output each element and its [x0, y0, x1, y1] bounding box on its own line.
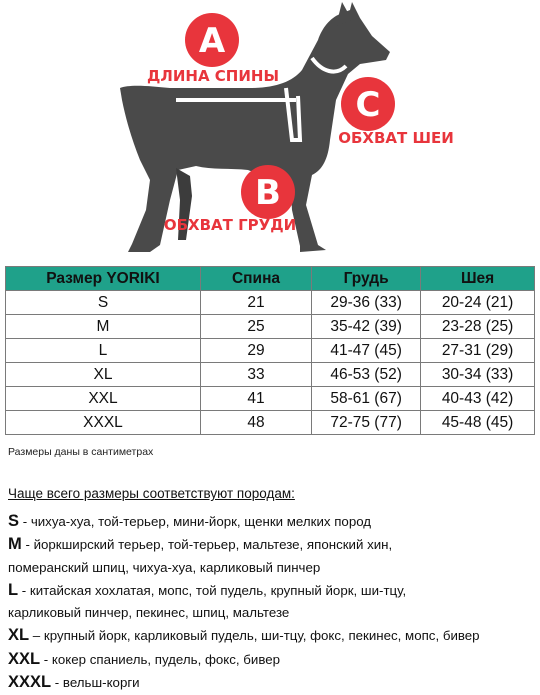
- cell-chest: 58-61 (67): [312, 387, 421, 411]
- cell-back: 33: [200, 363, 311, 387]
- breed-text: карликовый пинчер, пекинес, шпиц, мальтезе: [8, 605, 290, 621]
- breed-text: померанский шпиц, чихуа-хуа, карликовый пинчер: [8, 559, 321, 575]
- breeds-heading: Чаще всего размеры соответствуют породам:: [8, 486, 295, 501]
- breed-size: XL: [8, 626, 30, 645]
- breed-size: M: [8, 535, 22, 554]
- table-row: [6, 411, 535, 435]
- cell-neck: 20-24 (21): [421, 291, 535, 315]
- breed-size: XXXL: [8, 673, 52, 692]
- table-header-row: [6, 267, 535, 291]
- breed-line-m: [8, 533, 538, 556]
- breeds-list: [8, 510, 538, 694]
- cell-neck: 23-28 (25): [421, 315, 535, 339]
- table-row: [6, 315, 535, 339]
- label-a-text: ДЛИНА СПИНЫ: [147, 67, 279, 85]
- cell-back: 21: [200, 291, 311, 315]
- cell-back: 29: [200, 339, 311, 363]
- label-c: [338, 77, 454, 147]
- cell-neck: 40-43 (42): [421, 387, 535, 411]
- column-header-size: Размер YORIKI: [6, 267, 201, 291]
- breed-text: – крупный йорк, карликовый пудель, ши-тцу, фокс, пекинес, мопс, бивер: [29, 628, 480, 644]
- cell-size: XXXL: [6, 411, 201, 435]
- breed-line-xxl: [8, 648, 538, 671]
- cell-back: 25: [200, 315, 311, 339]
- column-header-chest: Грудь: [312, 267, 421, 291]
- cell-size: XL: [6, 363, 201, 387]
- table-row: [6, 339, 535, 363]
- cell-size: XXL: [6, 387, 201, 411]
- breed-line-m-cont: [8, 557, 538, 579]
- dog-measurement-diagram: [0, 0, 540, 262]
- cell-neck: 27-31 (29): [421, 339, 535, 363]
- units-note: Размеры даны в сантиметрах: [8, 446, 154, 458]
- label-b-text: ОБХВАТ ГРУДИ: [163, 216, 297, 234]
- breed-text: - йоркширский терьер, той-терьер, мальтезе, японский хин,: [21, 537, 393, 553]
- cell-chest: 46-53 (52): [312, 363, 421, 387]
- table-row: [6, 363, 535, 387]
- size-table: [5, 266, 535, 435]
- label-c-text: ОБХВАТ ШЕИ: [338, 129, 454, 147]
- breed-text: - кокер спаниель, пудель, фокс, бивер: [40, 651, 281, 667]
- cell-size: S: [6, 291, 201, 315]
- breed-line-l-cont: [8, 602, 538, 624]
- table-row: [6, 291, 535, 315]
- cell-back: 41: [200, 387, 311, 411]
- cell-chest: 72-75 (77): [312, 411, 421, 435]
- breed-line-xxxl: [8, 671, 538, 694]
- label-c-letter: C: [355, 85, 381, 125]
- breed-size: S: [8, 512, 20, 530]
- breed-text: - чихуа-хуа, той-терьер, мини-йорк, щенки мелких пород: [19, 514, 372, 529]
- breed-line-l: [8, 579, 538, 602]
- breed-text: - вельш-корги: [51, 675, 140, 691]
- breed-text: - китайская хохлатая, мопс, той пудель, крупный йорк, ши-тцу,: [18, 582, 407, 598]
- cell-back: 48: [200, 411, 311, 435]
- breed-line-xl: [8, 624, 538, 647]
- table-row: [6, 387, 535, 411]
- cell-chest: 35-42 (39): [312, 315, 421, 339]
- breed-line-s: [8, 510, 538, 533]
- cell-neck: 45-48 (45): [421, 411, 535, 435]
- cell-size: L: [6, 339, 201, 363]
- column-header-back: Спина: [200, 267, 311, 291]
- label-a: [147, 13, 279, 85]
- cell-size: M: [6, 315, 201, 339]
- column-header-neck: Шея: [421, 267, 535, 291]
- label-a-letter: A: [198, 21, 226, 61]
- breed-size: XXL: [8, 649, 41, 668]
- label-b-letter: B: [255, 173, 281, 213]
- cell-chest: 29-36 (33): [312, 291, 421, 315]
- cell-neck: 30-34 (33): [421, 363, 535, 387]
- breed-size: L: [8, 580, 19, 599]
- cell-chest: 41-47 (45): [312, 339, 421, 363]
